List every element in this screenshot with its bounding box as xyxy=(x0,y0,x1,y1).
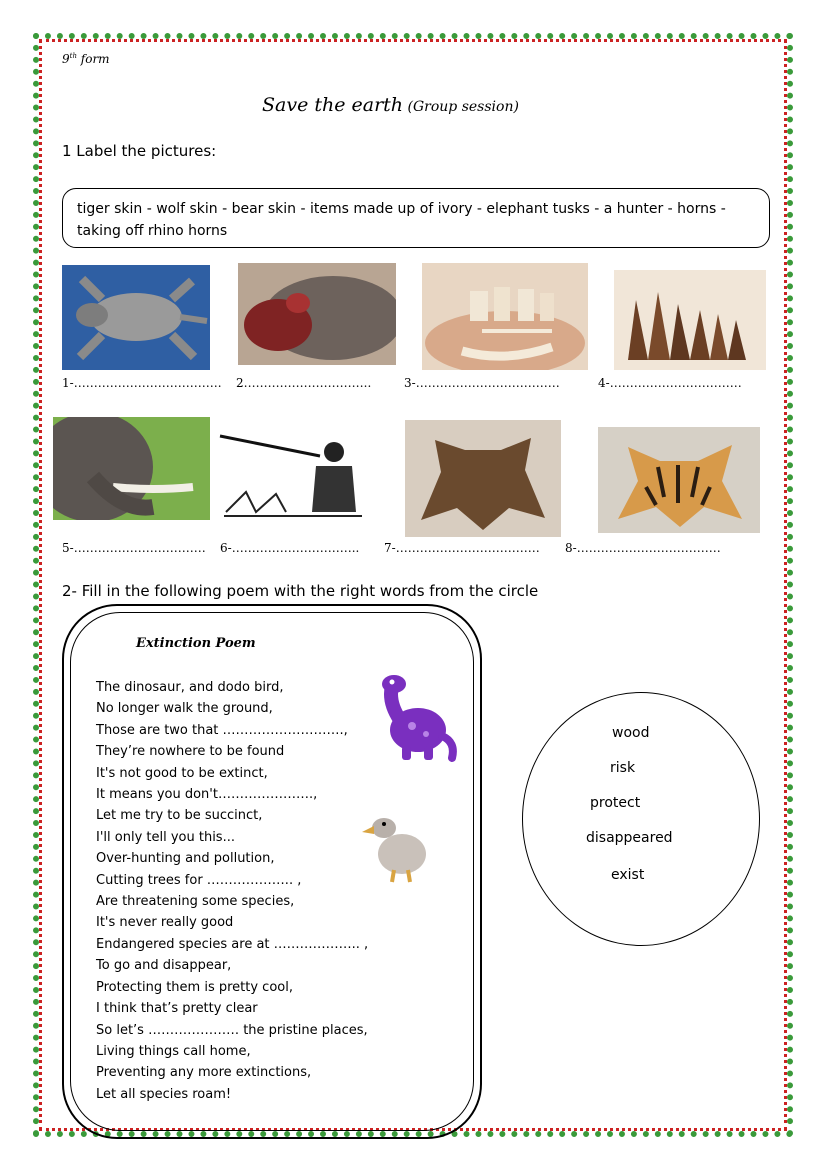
circle-word-exist: exist xyxy=(611,867,645,883)
word-bank: tiger skin - wolf skin - bear skin - items made up of ivory - elephant tusks - a hunter - horns - taking off rhino horns xyxy=(62,188,770,248)
poem-line: Cutting trees for ……………….. , xyxy=(96,872,302,888)
rhino-picture xyxy=(238,263,396,365)
poem-line: Preventing any more extinctions, xyxy=(96,1065,312,1081)
horns-picture xyxy=(614,270,766,370)
tiger-skin-picture xyxy=(598,427,760,533)
poem-line: Let me try to be succinct, xyxy=(96,808,263,824)
caption-5: 5-…………………………… xyxy=(62,541,206,555)
dinosaur-icon xyxy=(378,672,458,764)
poem-line: No longer walk the ground, xyxy=(96,701,273,717)
poem-line: Over-hunting and pollution, xyxy=(96,851,275,867)
poem-line: Are threatening some species, xyxy=(96,894,295,910)
hunter-picture xyxy=(216,422,366,520)
caption-4: 4-…………………………… xyxy=(598,376,742,390)
page-title: Save the earth (Group session) xyxy=(262,94,519,116)
poem-line: Endangered species are at ……………….. , xyxy=(96,936,369,952)
poem-line: It's not good to be extinct, xyxy=(96,765,268,781)
section2-heading: 2- Fill in the following poem with the right words from the circle xyxy=(62,582,539,600)
form-label: 9th form xyxy=(62,52,110,66)
circle-word-protect: protect xyxy=(590,795,641,811)
wolf-skin-picture xyxy=(62,265,210,370)
poem-line: Those are two that ………………………., xyxy=(96,722,348,738)
poem-line: I think that’s pretty clear xyxy=(96,1001,258,1017)
caption-3: 3-……………………………… xyxy=(404,376,560,390)
caption-7: 7-……………………………… xyxy=(384,541,540,555)
poem-line: The dinosaur, and dodo bird, xyxy=(96,680,284,695)
poem-title: Extinction Poem xyxy=(136,636,256,651)
poem-line: It's never really good xyxy=(96,915,234,931)
poem-line: It means you don't…………………., xyxy=(96,787,318,803)
poem-line: They’re nowhere to be found xyxy=(96,744,285,760)
ivory-items-picture xyxy=(422,263,588,370)
caption-8: 8-……………………………… xyxy=(565,541,721,555)
section1-heading: 1 Label the pictures: xyxy=(62,142,217,160)
poem-line: So let’s ………………… the pristine places, xyxy=(96,1022,368,1038)
caption-2: 2………………………….. xyxy=(236,376,372,390)
dodo-bird-icon xyxy=(362,806,432,886)
poem-line: To go and disappear, xyxy=(96,958,232,974)
elephant-picture xyxy=(53,417,210,520)
poem-line: Protecting them is pretty cool, xyxy=(96,979,293,995)
caption-6: 6-………………………….. xyxy=(220,541,360,555)
poem-line: Let all species roam! xyxy=(96,1086,232,1102)
caption-1: 1-………………………………. xyxy=(62,376,222,390)
poem-line: I'll only tell you this... xyxy=(96,829,235,845)
circle-word-wood: wood xyxy=(612,725,650,741)
circle-word-disappeared: disappeared xyxy=(586,830,673,846)
bear-skin-picture xyxy=(405,420,561,537)
circle-word-risk: risk xyxy=(610,760,636,776)
poem-body xyxy=(96,677,368,1105)
poem-line: Living things call home, xyxy=(96,1043,251,1059)
